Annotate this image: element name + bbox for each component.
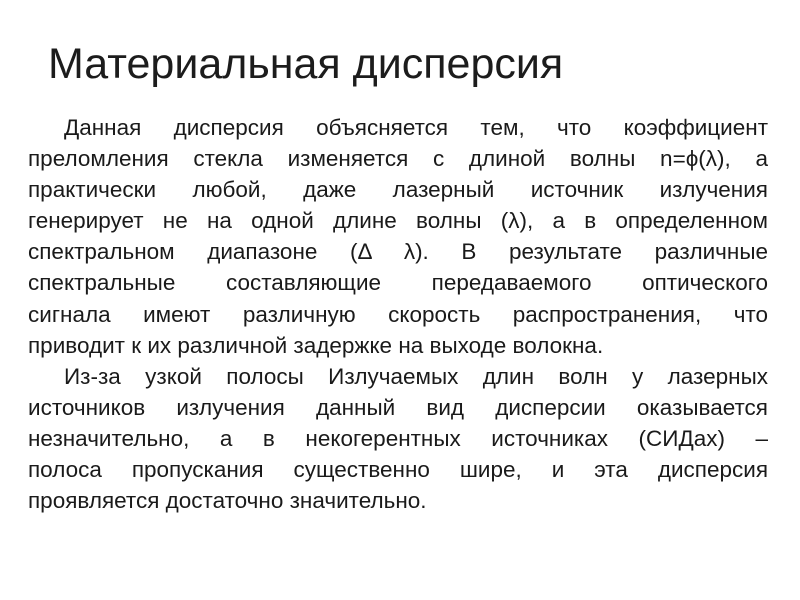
text-line: проявляется достаточно значительно. [28,488,427,514]
text-line: полоса пропускания существенно шире, и эта дисперсия [28,457,768,483]
text-line: источников излучения данный вид дисперсии оказывается [28,394,768,420]
slide-body [28,112,768,516]
text-line: незначительно, а в некогерентных источниках (СИДах) – [28,425,768,451]
text-line: Данная дисперсия объясняется тем, что коэффициент [64,115,768,140]
text-line: сигнала имеют различную скорость распространения, что [28,301,768,327]
text-line: практически любой, даже лазерный источник излучения [28,177,768,203]
slide-title: Материальная дисперсия [48,40,564,88]
paragraph-2 [28,361,768,516]
text-line: спектральные составляющие передаваемого оптического [28,270,768,296]
text-line: приводит к их различной задержке на выходе волокна. [28,332,604,358]
text-line: спектральном диапазоне (Δ λ). В результате различные [28,239,768,265]
text-line: преломления стекла изменяется с длиной волны n=ϕ(λ), а [28,146,768,172]
text-line: генерирует не на одной длине волны (λ), а в определенном [28,208,768,234]
text-line: Из-за узкой полосы Излучаемых длин волн у лазерных [64,363,768,389]
paragraph-1 [28,112,768,361]
